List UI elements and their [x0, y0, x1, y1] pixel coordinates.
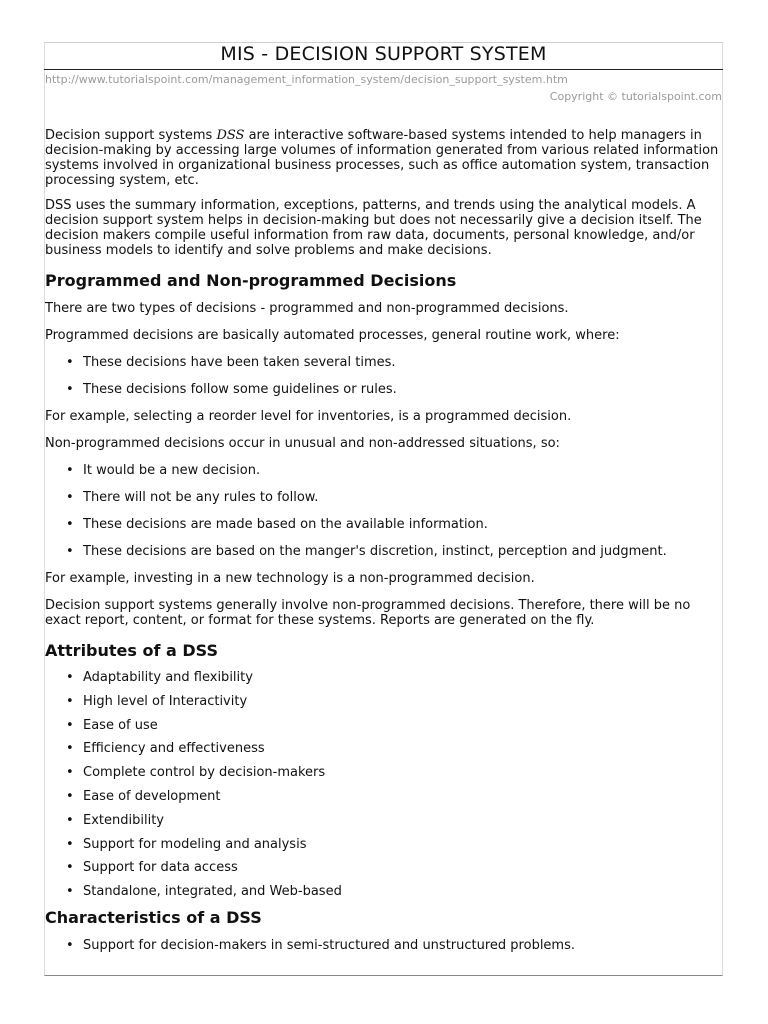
intro-paragraph-2: DSS uses the summary information, exceptions, patterns, and trends using the analytical models. A decision support system helps in decision-making but does not necessarily give a decision itself. The decision makers compile useful information from raw data, documents, personal knowledge, and/or business models to identify and solve problems and make decisions.: [45, 198, 702, 258]
list-item: • These decisions are made based on the available information.: [45, 517, 721, 532]
paragraph-nonprogrammed: Non-programmed decisions occur in unusual and non-addressed situations, so:: [45, 436, 560, 451]
paragraph-example-programmed: For example, selecting a reorder level for inventories, is a programmed decision.: [45, 409, 572, 424]
paragraph-dss-nonprogrammed: Decision support systems generally involve non-programmed decisions. Therefore, there will be no exact report, content, or format for these systems. Reports are generated on the fly.: [45, 598, 691, 628]
intro-paragraph-1: Decision support systems DSS are interactive software-based systems intended to help managers in decision-making by accessing large volumes of information generated from various related information systems involved in organizational business processes, such as office automation system, transaction processing system, etc.: [45, 128, 719, 188]
list-item: • These decisions are based on the manger's discretion, instinct, perception and judgment.: [45, 544, 721, 559]
article-body: [45, 128, 721, 962]
copyright-notice: Copyright © tutorialspoint.com: [549, 90, 722, 103]
list-item: • These decisions have been taken several times.: [45, 355, 721, 370]
list-item: • There will not be any rules to follow.: [45, 490, 721, 505]
programmed-list: [45, 355, 721, 397]
section-heading-programmed: Programmed and Non-programmed Decisions: [45, 271, 457, 290]
attributes-list: [45, 670, 721, 899]
list-item: • Support for data access: [45, 860, 721, 875]
title-divider: [44, 69, 723, 70]
list-item: • Standalone, integrated, and Web-based: [45, 884, 721, 899]
nonprogrammed-list: [45, 463, 721, 559]
paragraph-example-nonprogrammed: For example, investing in a new technology is a non-programmed decision.: [45, 571, 535, 586]
list-item: • It would be a new decision.: [45, 463, 721, 478]
list-item: • Ease of development: [45, 789, 721, 804]
dss-abbreviation: DSS: [216, 128, 245, 143]
list-item: • Complete control by decision-makers: [45, 765, 721, 780]
list-item: • Adaptability and flexibility: [45, 670, 721, 685]
paragraph-decision-types: There are two types of decisions - programmed and non-programmed decisions.: [45, 301, 569, 316]
section-heading-characteristics: Characteristics of a DSS: [45, 907, 262, 927]
list-item: • Efficiency and effectiveness: [45, 741, 721, 756]
paragraph-programmed: Programmed decisions are basically automated processes, general routine work, where:: [45, 328, 620, 343]
list-item: • Support for decision-makers in semi-structured and unstructured problems.: [45, 938, 721, 953]
list-item: • Extendibility: [45, 813, 721, 828]
list-item: • These decisions follow some guidelines or rules.: [45, 382, 721, 397]
section-heading-attributes: Attributes of a DSS: [45, 641, 218, 660]
list-item: • High level of Interactivity: [45, 694, 721, 709]
list-item: • Support for modeling and analysis: [45, 837, 721, 852]
characteristics-list: [45, 938, 721, 953]
source-url: http://www.tutorialspoint.com/management_information_system/decision_support_system.htm: [45, 73, 568, 86]
page-title: MIS - DECISION SUPPORT SYSTEM: [220, 43, 547, 65]
list-item: • Ease of use: [45, 718, 721, 733]
